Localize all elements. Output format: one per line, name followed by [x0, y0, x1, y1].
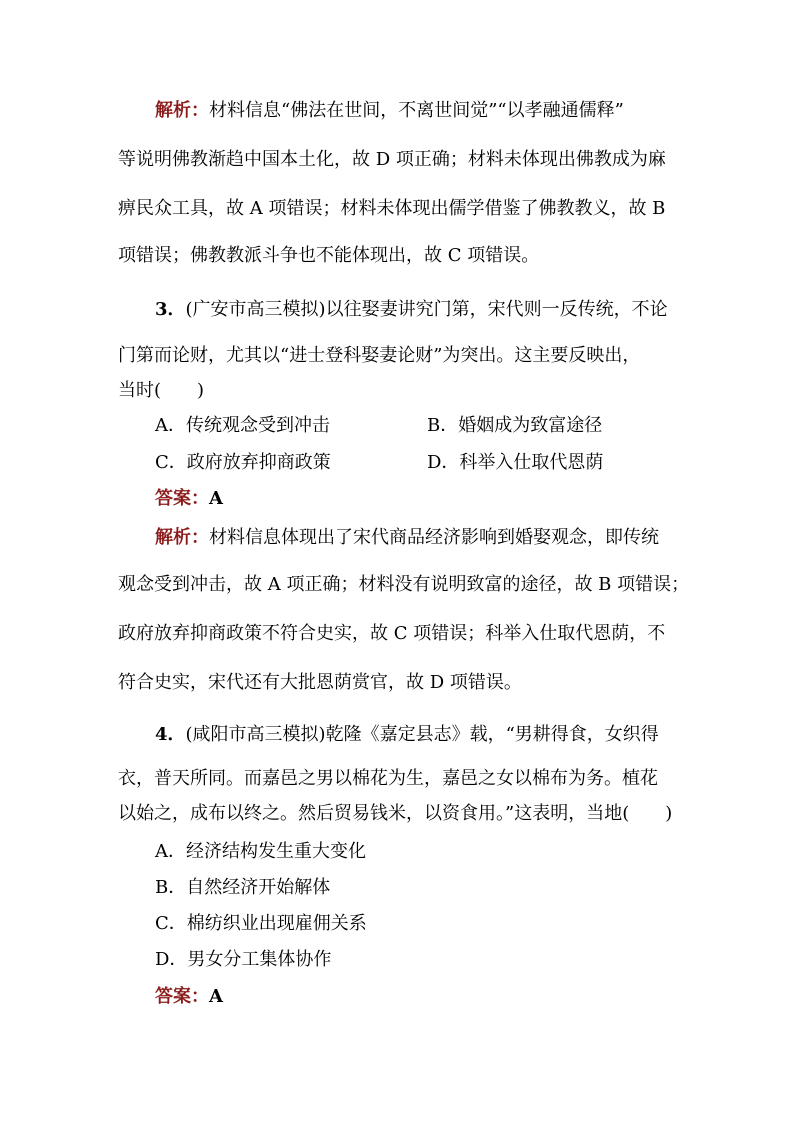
question-3-stem-line: 当时( ) [118, 380, 205, 401]
answer-label: 答案： [155, 488, 209, 509]
option-a: A．传统观念受到冲击 [155, 415, 330, 436]
answer-value: A [209, 488, 223, 509]
option-d: D．男女分工集体协作 [155, 949, 332, 970]
explanation-line: 政府放弃抑商政策不符合史实，故 C 项错误；科举入仕取代恩荫，不 [118, 623, 666, 644]
question-text: (广安市高三模拟)以往娶妻讲究门第，宋代则一反传统，不论 [185, 299, 668, 320]
explanation-label: 解析： [155, 100, 209, 121]
question-number: 3． [155, 299, 186, 320]
question-3-stem-line: 门第而论财，尤其以“进士登科娶妻论财”为突出。这主要反映出， [118, 345, 641, 366]
option-c: C．政府放弃抑商政策 [155, 452, 331, 473]
option-a: A．经济结构发生重大变化 [155, 841, 366, 862]
answer-line [155, 984, 223, 1010]
question-number: 4． [155, 724, 186, 745]
question-4-stem-line [155, 722, 659, 748]
option-b: B．婚姻成为致富途径 [427, 415, 603, 436]
answer-label: 答案： [155, 986, 209, 1007]
question-4-stem-line: 以始之，成布以终之。然后贸易钱米，以资食用。”这表明，当地( ) [118, 803, 673, 824]
explanation-line: 符合史实，宋代还有大批恩荫赏官，故 D 项错误。 [118, 672, 522, 693]
explanation-line [155, 525, 659, 551]
question-text: (咸阳市高三模拟)乾隆《嘉定县志》载，“男耕得食，女织得 [185, 724, 659, 745]
answer-line [155, 486, 223, 512]
explanation-text: 材料信息“佛法在世间，不离世间觉”“以孝融通儒释” [209, 100, 624, 121]
option-b: B．自然经济开始解体 [155, 877, 331, 898]
explanation-text: 材料信息体现出了宋代商品经济影响到婚娶观念，即传统 [209, 527, 659, 548]
option-c: C．棉纺织业出现雇佣关系 [155, 913, 367, 934]
explanation-line: 痹民众工具，故 A 项错误；材料未体现出儒学借鉴了佛教教义，故 B [118, 198, 666, 219]
explanation-line: 项错误；佛教教派斗争也不能体现出，故 C 项错误。 [118, 245, 540, 266]
explanation-line: 等说明佛教渐趋中国本土化，故 D 项正确；材料未体现出佛教成为麻 [118, 149, 666, 170]
question-4-stem-line: 衣，普天所同。而嘉邑之男以棉花为生，嘉邑之女以棉布为务。植花 [118, 768, 658, 789]
question-3-stem-line [155, 297, 668, 323]
explanation-label: 解析： [155, 527, 209, 548]
explanation-line [155, 98, 624, 124]
option-d: D．科举入仕取代恩荫 [427, 452, 604, 473]
explanation-line: 观念受到冲击，故 A 项正确；材料没有说明致富的途径，故 B 项错误； [118, 574, 690, 595]
answer-value: A [209, 986, 223, 1007]
